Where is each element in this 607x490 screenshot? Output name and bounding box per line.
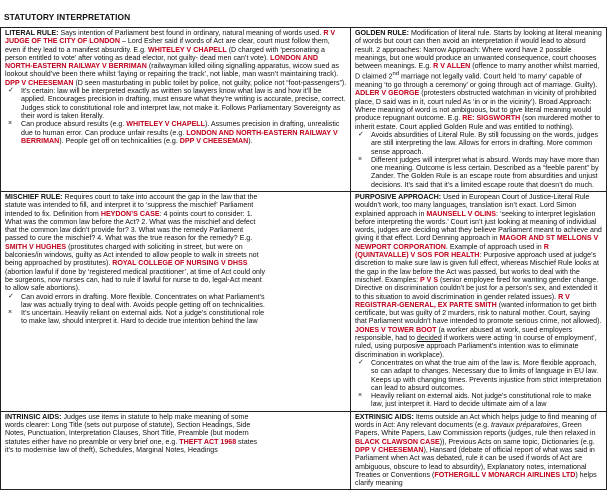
case-quintavalle: R (QUINTAVALLE) V SOS FOR HEALTH <box>355 242 549 260</box>
purposive-advantage <box>355 359 603 392</box>
literal-text-5: (D seen masturbating in public toilet by police, not guilty, police not “foot-passengers”). <box>73 78 347 87</box>
mischief-rule-cell <box>1 192 351 412</box>
case-rcn-dhss: ROYAL COLLEGE OF NURSING V DHSS <box>112 259 248 268</box>
mischief-evaluation-list <box>5 293 267 326</box>
case-dpp-cheeseman-ref: DPP V CHEESEMAN <box>179 136 249 145</box>
golden-text-2: (offence to marry another whilst married, D claimed 2 <box>355 62 600 81</box>
literal-text-4: (railwayman killed oiling signalling apparatus, wicow sued as lookout should’ve been there whilst ‘laying or repairing the track’, not liable, man wasn’t maintaining track). <box>5 62 339 79</box>
mischief-text-3: (prostitutes charged with soliciting in street, but were on balconies/in windows, guilty as Act intended to allow people to walk in streets not being approached by prostitutes). <box>5 242 259 268</box>
mischief-advantage-text: Can avoid errors in drafting. More flexible. Concentrates on what Parliament’s law was actually trying to deal with. Avoids people getting off on technicalities. <box>21 292 265 309</box>
mischief-text-1: Requires court to take into account the gap in the law that the statute was intended to fill, and interpret it to ‘suppress the mischief’ Parliament intended to fix. Definition from <box>5 193 258 218</box>
tick-icon: ✓ <box>8 292 14 300</box>
literal-heading: LITERAL RULE: <box>5 29 59 37</box>
purposive-advantage-text: Concentrates on what the true aim of the law is. More flexible approach, so can adapt to changes. Necessary due to limits of language in EU law. Keeps up with changing times. Prevents injustice from strict interpretation can lead to absurd outcomes. <box>371 358 602 392</box>
golden-text-3: marriage not legally valid. Court held ‘to marry’ capable of meaning ‘to go through a ceremony’ or going through act of marriage. Guilty). <box>355 72 598 90</box>
purposive-text-6: (wanted information to get birth certificate, but was guilty of 2 murders, risk to natural mother. Court, saying that Parliament wouldn’t have intended to promote serious crime, not allowed). <box>355 300 602 326</box>
case-judge-city-london: R V JUDGE OF THE CITY OF LONDON <box>5 29 336 46</box>
purposive-disadvantage <box>355 392 603 409</box>
literal-text-1: Says intention of Parliament best found in ordinary, natural meaning of words used. <box>58 29 324 37</box>
travaux-preparatoires: travaux préparatoires <box>491 421 559 430</box>
page-title: STATUTORY INTERPRETATION <box>4 12 131 22</box>
purposive-text-5: (senior employee fired for wanting gender change. Directive on discrimination couldn’t be just for a person’s sex, and extended it to this situation to avoid discrimination in gender related issues). <box>355 275 599 301</box>
case-heydons-case: HEYDON’S CASE <box>100 209 160 218</box>
extrinsic-text-1: Items outside an Act which helps judge to find meaning of words in Act: Any relevant documents (e.g. <box>355 412 597 430</box>
case-dpp-cheeseman: DPP V CHEESEMAN <box>5 78 74 87</box>
purposive-text-3: . Example of approach used in <box>445 242 544 251</box>
extrinsic-text-5: ) helps clarify meaning <box>355 470 597 488</box>
rules-table <box>0 27 607 490</box>
tick-icon: ✓ <box>358 130 364 138</box>
underlined-word: decided <box>416 334 442 343</box>
extrinsic-aids-cell <box>351 411 607 490</box>
literal-dis-text-2: ). Assumes precision in drafting, unrealistic due to human error. Can produce unfair results (e.g. <box>21 120 340 137</box>
case-fothergill: FOTHERGILL V MONARCH AIRLINES LTD <box>434 470 576 479</box>
tick-icon: ✓ <box>358 358 364 366</box>
golden-superscript: nd <box>392 71 400 78</box>
intrinsic-heading: INTRINSIC AIDS: <box>5 412 62 421</box>
cross-icon: × <box>358 155 363 163</box>
literal-dis-text-3: ). People get off on technicalities (e.g. <box>59 136 180 145</box>
golden-heading: GOLDEN RULE: <box>355 29 409 37</box>
tick-icon: ✓ <box>8 87 14 95</box>
mischief-disadvantage <box>5 309 267 326</box>
purposive-text-4: : Purposive approach used at judge’s discretion to make sure law is given full effect, whereas Mischief Rule looks at the gap in the law before the Act was passed, but works to deal with the mischief. Examples: <box>355 251 599 284</box>
golden-advantage <box>355 131 603 156</box>
case-adler-george: ADLER V GEORGE <box>355 89 420 98</box>
cross-icon: × <box>8 309 13 317</box>
case-dpp-cheeseman-aid: DPP V CHEESEMAN <box>355 445 424 454</box>
literal-rule-cell <box>1 28 351 192</box>
extrinsic-text-2: , Green Papers, White Papers, Law Commission reports (judges, rule then relaxed in <box>355 421 596 438</box>
case-black-clawson: BLACK CLAWSON CASE <box>355 437 440 446</box>
literal-text-3: (D charged with ‘personating a person entitled to vote’ after voting as dead elector, not guilty- dead men can’t vote). <box>5 45 325 62</box>
case-magor-st-mellons: MAGOR AND ST MELLONS V NEWPORT CORPORATION <box>355 234 599 251</box>
golden-text-1: Modification of literal rule. Starts by looking at literal meaning of words but court can then avoid an interpretation if would lead to absurd result. 2 approaches: Narrow Approach: Where word have 2 possible meanings, but one would produce an unwanted consequence, court chooses between meanings. E.g. <box>355 29 602 71</box>
mischief-text-2: : 4 points court to consider: 1. What was the common law before the Act? 2. What was the mischief and defect that the common law didn’t provide for? 3. What was the remedy Parliament passed to cure the mischief? 4. What was the true reason for the remedy? E.g. <box>5 209 256 243</box>
case-lner-berriman-ref: LONDON AND NORTH-EASTERN RAILWAY V BERRIMAN <box>21 128 338 145</box>
mischief-text-4: (abortion lawful if done by ‘registered medical practitioner’, at time of Act could only be surgeons, now nurses can, had to rule if lawful for nurse to do, legal-Act meant to allow safe abortions). <box>5 267 266 293</box>
case-smith-hughes: SMITH V HUGHES <box>5 242 67 251</box>
purposive-evaluation-list <box>355 359 603 409</box>
intrinsic-text-2: states it’s to modernise law of theft), Schedules, Marginal Notes, Headings <box>5 437 258 454</box>
golden-disadvantage-text: Different judges will interpret what is absurd. Words may have more than one meaning. Outcome is less certain. Described as a “feeble parent” by Zander. The Golden Rule is an escape route from absurdities and unjust decisions. It’s said that it’s a limited escape route that doesn’t do much. <box>371 155 600 189</box>
purposive-text-8: if workers were acting ‘in course of employment’, ruled, using purposive approach Parliament’s intention was to eliminate discrimination in workplace). <box>355 334 597 359</box>
golden-advantage-text: Avoids absurdities of Literal Rule. By still focussing on the words, judges are still interpreting the law. Allows for errors in drafting. More common sense approach. <box>371 130 598 156</box>
case-p-v-s: P V S <box>420 275 439 284</box>
case-r-v-allen: R V ALLEN <box>433 62 471 71</box>
case-whiteley-chapell-ref: WHITELEY V CHAPELL <box>126 120 205 129</box>
golden-disadvantage <box>355 156 603 189</box>
literal-evaluation-list <box>5 87 347 145</box>
golden-text-5: (son murdered mother to inherit estate. Court applied Golden Rule and was entitled to nothing). <box>355 114 601 131</box>
purposive-text-2: : ‘seeking to interpret legislation before interpreting the words.’ Court isn’t just looking at meaning of individual words, judges are deciding what they believe Parliament meant to achieve and giving it that effect. Lord Denning approach in <box>355 209 602 243</box>
golden-rule-cell <box>351 28 607 192</box>
intrinsic-text-1: Judges use items in statute to help make meaning of some words clearer: Long Title (sets out purpose of statute), Section Headings, Side Notes, Punctuation, Interpretation Clauses, Short Title, Preamble (but modern statutes either have no preamble or very brief one, e.g. <box>5 412 251 446</box>
extrinsic-text-4: ), Hansard (debate of official report of what was said in Parliament when Act was debated, rule it can be used if words of Act are ambiguous, obscure to lead to absurdity), Explanatory notes, international Treaties or Conventions ( <box>355 445 595 479</box>
literal-text-2: – Lord Esher said if words of Act are clear, court must follow them, even if they lead to a manifest absurdity. E.g. <box>5 37 330 54</box>
case-lner-berriman: LONDON AND NORTH-EASTERN RAILWAY V BERRIMAN <box>5 53 318 71</box>
literal-dis-text-4: ). <box>248 136 253 145</box>
literal-dis-text-1: Can produce absurd results (e.g. <box>21 120 127 129</box>
purposive-text-1: Used in European Court of Justice-Literal Rule wouldn’t work, too many languages, translation isn’t exact. Lord Simon explained approach in <box>355 193 590 218</box>
purposive-approach-cell <box>351 192 607 412</box>
mischief-advantage <box>5 293 267 310</box>
mischief-heading: MISCHIEF RULE: <box>5 193 63 201</box>
case-theft-act-1968: THEFT ACT 1968 <box>179 437 237 446</box>
purposive-text-7: (a worker abused at work, sued employers responsible, had to <box>355 325 573 343</box>
mischief-disadvantage-text: It’s uncertain. Heavily reliant on external aids. Not a judge’s constitutional role to make law, should interpret it. Hard to decide true intention behind the law <box>21 309 265 326</box>
purposive-disadvantage-text: Heavily reliant on external aids. Not judge’s constitutional role to make law, just interpret it. Hard to decide ultimate aim of a law <box>371 392 592 409</box>
golden-text-4: (protesters obstructed watchman in vicinity of prohibited place, D said was in it, court ruled As ‘in or in the vicinity’). Broad Approach: Where meaning of word is not ambiguous, but to give literal meaning would produce repugnant outcome. E.g. <box>355 89 597 123</box>
literal-disadvantage <box>5 120 347 145</box>
cross-icon: × <box>358 392 363 400</box>
golden-evaluation-list <box>355 131 603 189</box>
purposive-heading: PURPOSIVE APPROACH: <box>355 193 442 201</box>
intrinsic-aids-cell <box>1 411 351 490</box>
extrinsic-text-3: )), Previous Acts on same topic, Dictionaries (e.g. <box>439 437 595 446</box>
literal-advantage <box>5 87 347 120</box>
case-jones-tower-boot: JONES V TOWER BOOT <box>355 325 437 334</box>
case-whiteley-chapell: WHITELEY V CHAPELL <box>148 45 227 54</box>
case-maunsell-olins: MAUNSELL V OLINS <box>426 209 497 218</box>
extrinsic-heading: EXTRINSIC AIDS: <box>355 412 414 421</box>
literal-advantage-text: It’s certain: law will be interpreted exactly as written so lawyers know what law is and how it’ll be applied. Encourages precision in drafting, must ensure what they’re writing is accurate, precise, correct. Judges stick to constitutional role and interpret law, not make it. Follows Parliamentary Sovereignty as their word is taken literally. <box>21 87 346 120</box>
case-re-sigsworth: RE: SIGSWORTH <box>462 114 521 123</box>
case-registrar-general: R V REGISTRAR-GENERAL, EX PARTE SMITH <box>355 292 570 309</box>
cross-icon: × <box>8 120 13 128</box>
